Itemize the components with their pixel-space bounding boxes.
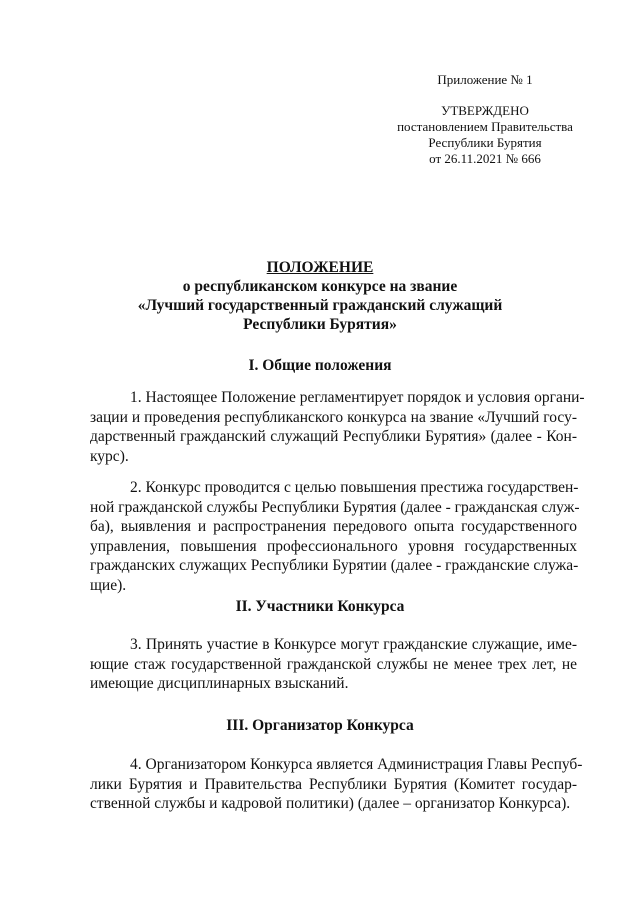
- approval-stamp: [380, 103, 590, 167]
- title-line2: о республиканском конкурсе на звание: [182, 278, 458, 295]
- approved-label: УТВЕРЖДЕНО: [441, 103, 529, 118]
- paragraph-line: ственной службы и кадровой политики) (далее – организатор Конкурса).: [90, 795, 571, 812]
- paragraph-line: дарственный гражданский служащий Республики Бурятия» (далее - Кон-: [90, 428, 577, 445]
- approved-by-line2: Республики Бурятия: [428, 135, 542, 150]
- paragraph-line: лики Бурятия и Правительства Республики Бурятия (Комитет государ-: [90, 775, 577, 793]
- paragraph-4: [90, 755, 583, 814]
- paragraph-line: 4. Организатором Конкурса является Администрация Главы Респуб-: [130, 756, 583, 773]
- paragraph-line: гражданских служащих Республики Бурятии (далее - гражданские служа-: [90, 557, 579, 574]
- paragraph-line: управления, повышения профессионального уровня государственных: [90, 537, 577, 555]
- paragraph-line: 1. Настоящее Положение регламентирует порядок и условия органи-: [130, 389, 585, 406]
- paragraph-line: ной гражданской службы Республики Бурятия (далее - гражданская служ-: [90, 498, 580, 516]
- title-main: ПОЛОЖЕНИЕ: [266, 259, 374, 276]
- paragraph-line: щие).: [90, 576, 127, 594]
- paragraph-line: имеющие дисциплинарных взысканий.: [90, 675, 349, 692]
- appendix-label: Приложение № 1: [437, 72, 533, 87]
- paragraph-line: 2. Конкурс проводится с целью повышения престижа государствен-: [130, 479, 579, 496]
- approved-date: от 26.11.2021 № 666: [429, 151, 541, 166]
- section-heading-organizer: III. Организатор Конкурса: [226, 717, 414, 734]
- paragraph-line: зации и проведения республиканского конкурса на звание «Лучший госу-: [90, 408, 577, 426]
- paragraph-2: [90, 478, 580, 595]
- document-title: [60, 258, 580, 334]
- paragraph-line: курс).: [90, 447, 129, 465]
- section-heading-general: I. Общие положения: [248, 357, 392, 374]
- approved-by-line1: постановлением Правительства: [397, 119, 573, 134]
- paragraph-line: 3. Принять участие в Конкурсе могут гражданские служащие, име-: [130, 636, 577, 653]
- paragraph-line: ба), выявления и распространения передового опыта государственного: [90, 518, 577, 535]
- paragraph-3: [90, 635, 577, 694]
- paragraph-1: [90, 388, 585, 466]
- title-line3: «Лучший государственный гражданский служащий: [137, 297, 503, 314]
- title-line4: Республики Бурятия»: [243, 316, 397, 333]
- section-heading-participants: II. Участники Конкурса: [235, 598, 405, 615]
- paragraph-line: ющие стаж государственной гражданской службы не менее трех лет, не: [90, 655, 577, 673]
